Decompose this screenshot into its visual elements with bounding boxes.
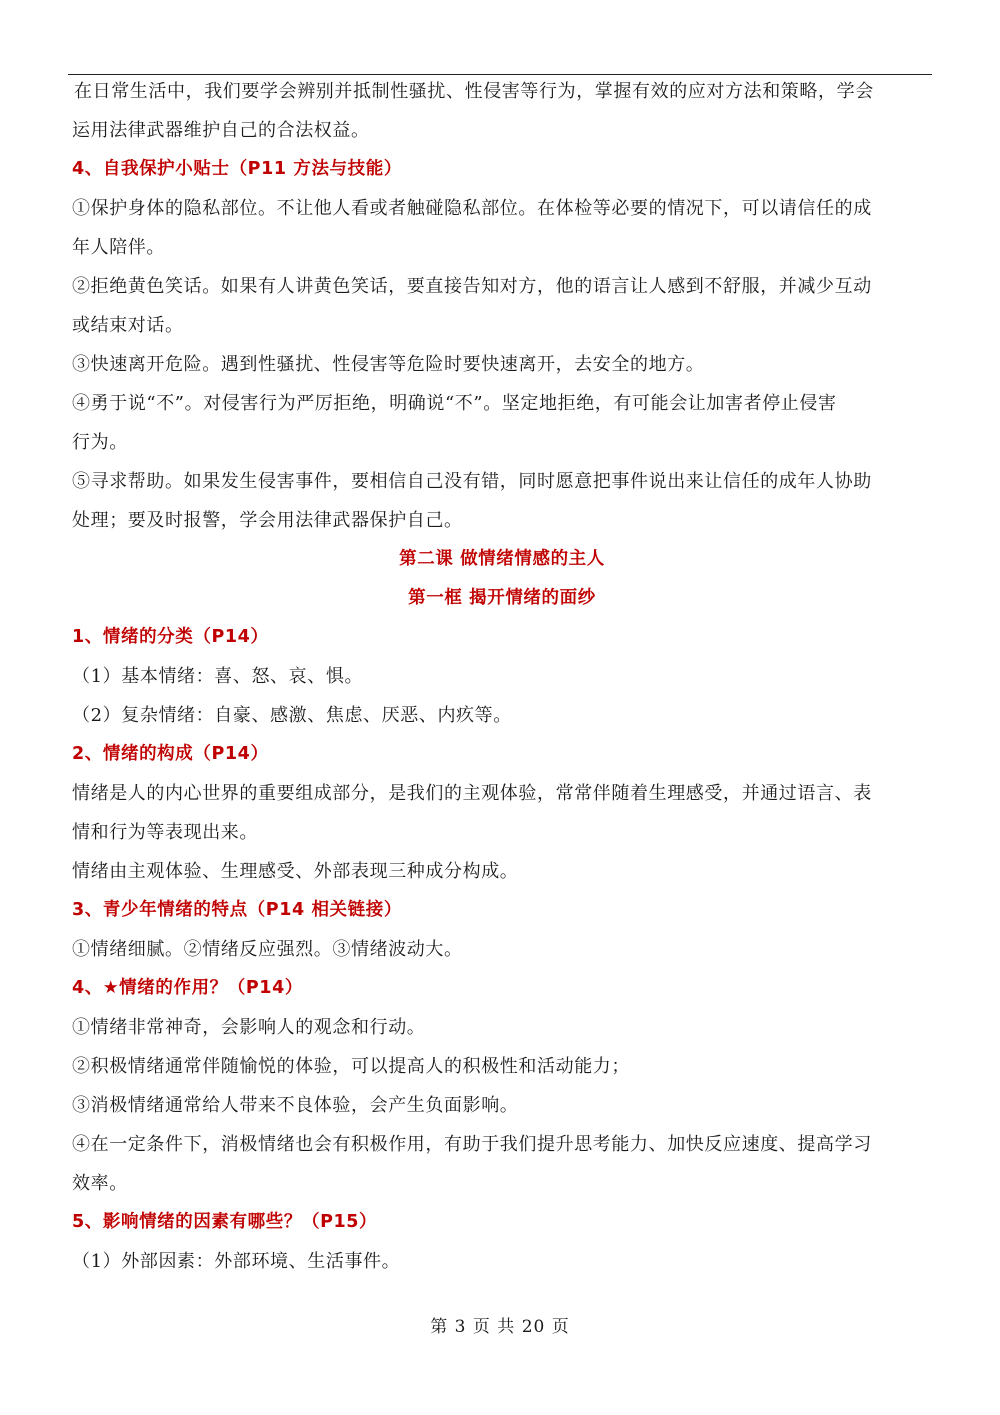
frame-title: 第一框 揭开情绪的面纱 bbox=[408, 588, 596, 608]
paragraph-line: ⑤寻求帮助。如果发生侵害事件，要相信自己没有错，同时愿意把事件说出来让信任的成年人协助 bbox=[72, 471, 872, 492]
section-heading: 4、自我保护小贴士（P11 方法与技能） bbox=[72, 159, 402, 179]
paragraph-line: 处理；要及时报警，学会用法律武器保护自己。 bbox=[72, 510, 463, 531]
page-footer: 第 3 页 共 20 页 bbox=[430, 1317, 570, 1337]
paragraph-line: 运用法律武器维护自己的合法权益。 bbox=[72, 120, 370, 141]
page-content bbox=[72, 72, 932, 1281]
paragraph-line: ④勇于说“不”。对侵害行为严厉拒绝，明确说“不”。坚定地拒绝，有可能会让加害者停止侵害 bbox=[72, 393, 837, 414]
paragraph-line: ②积极情绪通常伴随愉悦的体验，可以提高人的积极性和活动能力； bbox=[72, 1056, 630, 1077]
paragraph-line: 效率。 bbox=[72, 1173, 128, 1194]
section-heading: 2、情绪的构成（P14） bbox=[72, 744, 269, 764]
paragraph-line: 情绪是人的内心世界的重要组成部分，是我们的主观体验，常常伴随着生理感受，并通过语言、表 bbox=[72, 783, 872, 804]
paragraph-line: （2）复杂情绪：自豪、感激、焦虑、厌恶、内疚等。 bbox=[72, 705, 512, 726]
section-heading: 4、★情绪的作用？（P14） bbox=[72, 978, 303, 998]
section-heading: 5、影响情绪的因素有哪些？（P15） bbox=[72, 1212, 378, 1232]
section-heading: 3、青少年情绪的特点（P14 相关链接） bbox=[72, 900, 402, 920]
paragraph-line: 或结束对话。 bbox=[72, 315, 184, 336]
paragraph-line: （1）基本情绪：喜、怒、哀、惧。 bbox=[72, 666, 364, 687]
lesson-title: 第二课 做情绪情感的主人 bbox=[399, 549, 605, 569]
paragraph-line: ①情绪非常神奇，会影响人的观念和行动。 bbox=[72, 1017, 426, 1038]
paragraph-line: 年人陪伴。 bbox=[72, 237, 165, 258]
paragraph-line: 在日常生活中，我们要学会辨别并抵制性骚扰、性侵害等行为，掌握有效的应对方法和策略，学会 bbox=[74, 81, 874, 102]
paragraph-line: ①情绪细腻。②情绪反应强烈。③情绪波动大。 bbox=[72, 939, 463, 960]
paragraph-line: 情和行为等表现出来。 bbox=[72, 822, 258, 843]
paragraph-line: ①保护身体的隐私部位。不让他人看或者触碰隐私部位。在体检等必要的情况下，可以请信任的成 bbox=[72, 198, 872, 219]
paragraph-line: 行为。 bbox=[72, 432, 128, 453]
paragraph-line: （1）外部因素：外部环境、生活事件。 bbox=[72, 1251, 401, 1272]
section-heading: 1、情绪的分类（P14） bbox=[72, 627, 269, 647]
paragraph-line: ②拒绝黄色笑话。如果有人讲黄色笑话，要直接告知对方，他的语言让人感到不舒服，并减少互动 bbox=[72, 276, 872, 297]
paragraph-line: ③消极情绪通常给人带来不良体验，会产生负面影响。 bbox=[72, 1095, 519, 1116]
paragraph-line: 情绪由主观体验、生理感受、外部表现三种成分构成。 bbox=[72, 861, 519, 882]
paragraph-line: ④在一定条件下，消极情绪也会有积极作用，有助于我们提升思考能力、加快反应速度、提高学习 bbox=[72, 1134, 872, 1155]
paragraph-line: ③快速离开危险。遇到性骚扰、性侵害等危险时要快速离开，去安全的地方。 bbox=[72, 354, 705, 375]
